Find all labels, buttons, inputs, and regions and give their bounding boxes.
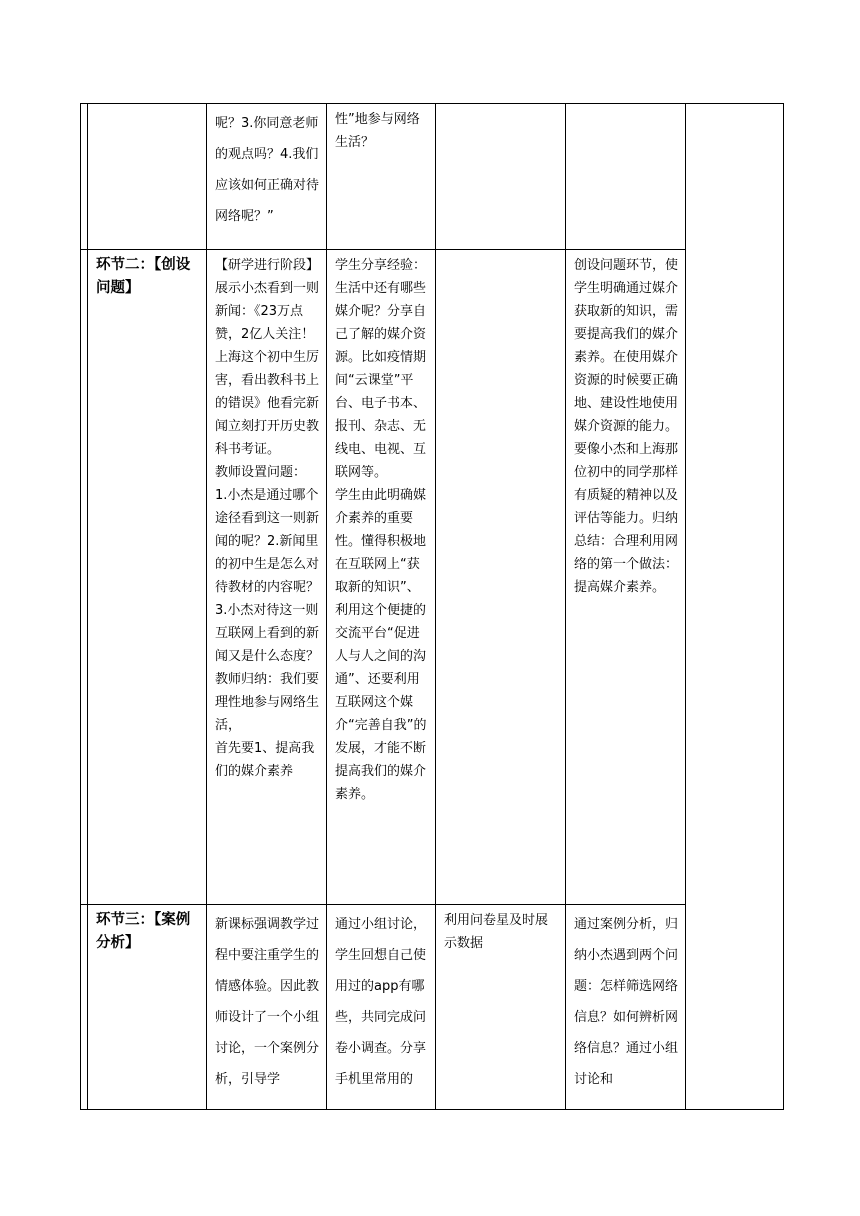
- teacher-activity-text: 新课标强调教学过程中要注重学生的情感体验。因此教师设计了一个小组讨论，一个案例分析，引导学: [215, 917, 320, 1087]
- student-activity-cell: [327, 250, 436, 905]
- media-cell: [436, 905, 566, 1110]
- design-intent-cell: [566, 104, 686, 250]
- gutter-cell: [81, 250, 88, 905]
- gutter-cell: [81, 104, 88, 250]
- table-row: [81, 905, 784, 1110]
- blank-cell: [686, 905, 784, 1110]
- design-intent-cell: [566, 250, 686, 905]
- lesson-plan-table: [80, 103, 784, 1110]
- media-text: 利用问卷星及时展示数据: [444, 913, 549, 951]
- design-intent-text: 创设问题环节，使学生明确通过媒介获取新的知识，需要提高我们的媒介素养。在使用媒介资源的时候要正确地、建设性地使用媒介资源的能力。要像小杰和上海那位初中的同学那样有质疑的精神以及评估等能力。归纳总结：合理利用网络的第一个做法：提高媒介素养。: [574, 258, 679, 595]
- media-cell: [436, 250, 566, 905]
- stage-title: 环节三：【案例分析】: [96, 912, 191, 951]
- blank-cell: [686, 104, 784, 250]
- student-activity-text: 学生分享经验：生活中还有哪些媒介呢？分享自己了解的媒介资源。比如疫情期间“云课堂”平台、电子书本、报刊、杂志、无线电、电视、互联网等。 学生由此明确媒介素养的重要性。懂得积极地在互联网上“获取新的知识”、利用这个便捷的交流平台“促进人与人之间的沟通”、还要利用互联网这个媒介“完善自我”的发展，才能不断提高我们的媒介素养。: [335, 258, 427, 802]
- stage-cell: [88, 905, 207, 1110]
- stage-cell: [88, 104, 207, 250]
- student-activity-cell: [327, 104, 436, 250]
- student-activity-text: 通过小组讨论，学生回想自己使用过的app有哪些，共同完成问卷小调查。分享手机里常用的: [335, 917, 427, 1087]
- table-row: [81, 104, 784, 250]
- stage-cell: [88, 250, 207, 905]
- table-row: [81, 250, 784, 905]
- teacher-activity-cell: [207, 250, 327, 905]
- student-activity-cell: [327, 905, 436, 1110]
- gutter-cell: [81, 905, 88, 1110]
- student-activity-text: 性”地参与网络生活？: [335, 112, 420, 150]
- stage-title: 环节二：【创设问题】: [96, 257, 191, 296]
- media-cell: [436, 104, 566, 250]
- teacher-activity-cell: [207, 905, 327, 1110]
- teacher-activity-cell: [207, 104, 327, 250]
- design-intent-text: 通过案例分析，归纳小杰遇到两个问题：怎样筛选网络信息？如何辨析网络信息？通过小组讨论和: [574, 917, 679, 1087]
- teacher-activity-text: 呢？3.你同意老师的观点吗？4.我们应该如何正确对待网络呢？”: [215, 116, 320, 224]
- design-intent-cell: [566, 905, 686, 1110]
- blank-cell: [686, 250, 784, 905]
- teacher-activity-text: 【研学进行阶段】 展示小杰看到一则新闻：《23万点赞，2亿人关注！上海这个初中生厉害，看出教科书上的错误》他看完新闻立刻打开历史教科书考证。 教师设置问题： 1.小杰是通过哪个途径看到这一则新闻的呢？2.新闻里的初中生是怎么对待教材的内容呢？3.小杰对待这一则互联网上看到的新闻又是什么态度？ 教师归纳：我们要理性地参与网络生活， 首先要1、提高我们的媒介素养: [215, 258, 320, 779]
